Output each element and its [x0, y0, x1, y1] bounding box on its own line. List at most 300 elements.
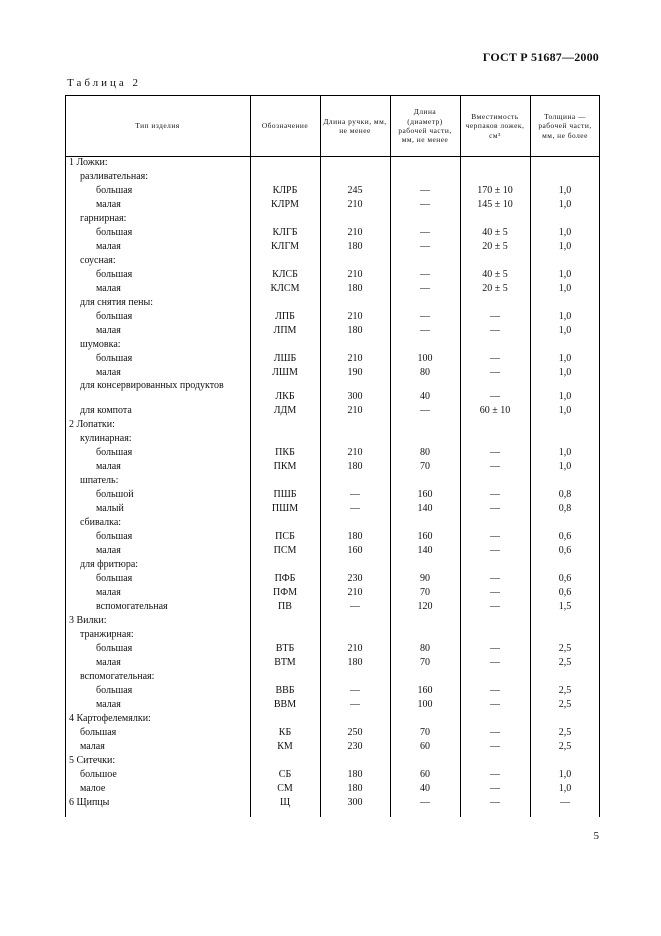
cell-item-type: большая — [96, 227, 133, 238]
cell-capacity: — — [490, 391, 500, 402]
cell-working-length: 140 — [417, 503, 433, 514]
cell-designation: ПШМ — [271, 503, 299, 514]
cell-working-length: 80 — [420, 643, 430, 654]
table-row — [65, 684, 600, 698]
cell-item-type: малая — [96, 587, 121, 598]
cell-handle-length: 180 — [347, 241, 363, 252]
cell-working-length — [390, 614, 460, 628]
cell-working-length: 160 — [417, 685, 433, 696]
cell-working-length: 80 — [420, 367, 430, 378]
table-row — [65, 474, 600, 488]
cell-capacity: — — [490, 699, 500, 710]
cell-designation: СМ — [277, 783, 293, 794]
cell-working-length — [390, 670, 460, 684]
cell-designation: СБ — [278, 769, 292, 780]
table-row — [65, 366, 600, 380]
cell-working-length — [390, 170, 460, 184]
cell-handle-length — [320, 516, 390, 530]
cell-thickness: 1,0 — [558, 367, 572, 378]
table-row — [65, 572, 600, 586]
cell-thickness: 1,0 — [558, 227, 572, 238]
cell-handle-length: 300 — [347, 391, 363, 402]
cell-thickness — [530, 212, 600, 226]
cell-thickness: 2,5 — [558, 727, 572, 738]
cell-item-type: транжирная: — [80, 629, 134, 640]
cell-capacity — [460, 212, 530, 226]
table-row — [65, 614, 600, 628]
cell-thickness: 0,6 — [558, 531, 572, 542]
cell-designation — [250, 296, 320, 310]
cell-item-type: кулинарная: — [80, 433, 132, 444]
cell-handle-length: 180 — [347, 461, 363, 472]
cell-handle-length: 245 — [347, 185, 363, 196]
cell-item-type: соусная: — [80, 255, 116, 266]
cell-thickness: 2,5 — [558, 643, 572, 654]
cell-thickness: 1,0 — [558, 461, 572, 472]
cell-working-length: 70 — [420, 461, 430, 472]
cell-designation: ЛШБ — [273, 353, 297, 364]
cell-handle-length: 210 — [347, 311, 363, 322]
cell-working-length: 60 — [420, 741, 430, 752]
cell-item-type: малая — [80, 741, 105, 752]
table-row — [65, 296, 600, 310]
table-row — [65, 740, 600, 754]
table-row — [65, 212, 600, 226]
cell-thickness: 1,0 — [558, 269, 572, 280]
cell-working-length — [390, 156, 460, 170]
cell-item-type: малая — [96, 283, 121, 294]
cell-designation — [250, 338, 320, 352]
cell-designation: ПФБ — [274, 573, 296, 584]
cell-item-type: гарнирная: — [80, 213, 127, 224]
cell-designation — [250, 628, 320, 642]
cell-thickness — [530, 558, 600, 572]
cell-capacity: — — [490, 769, 500, 780]
cell-capacity: 40 ± 5 — [482, 227, 508, 238]
cell-capacity: — — [490, 643, 500, 654]
cell-item-type: малая — [96, 199, 121, 210]
cell-working-length: — — [420, 325, 430, 336]
cell-designation — [250, 170, 320, 184]
cell-thickness: 1,5 — [558, 601, 572, 612]
cell-thickness — [530, 156, 600, 170]
cell-designation: ПКМ — [273, 461, 297, 472]
cell-thickness: — — [560, 797, 570, 808]
cell-item-type: большая — [96, 311, 133, 322]
table-row — [65, 338, 600, 352]
cell-handle-length — [320, 254, 390, 268]
table-row — [65, 754, 600, 768]
cell-working-length: 70 — [420, 657, 430, 668]
cell-thickness: 1,0 — [558, 241, 572, 252]
cell-item-type: малая — [96, 325, 121, 336]
cell-capacity: 40 ± 5 — [482, 269, 508, 280]
table-row — [65, 446, 600, 460]
cell-capacity — [460, 754, 530, 768]
cell-designation: КЛРМ — [271, 199, 299, 210]
cell-designation: КМ — [277, 741, 293, 752]
cell-thickness: 2,5 — [558, 699, 572, 710]
cell-handle-length: 210 — [347, 353, 363, 364]
table-row — [65, 516, 600, 530]
cell-thickness: 1,0 — [558, 325, 572, 336]
cell-thickness: 0,8 — [558, 489, 572, 500]
table-row — [65, 488, 600, 502]
cell-handle-length — [320, 418, 390, 432]
cell-thickness — [530, 670, 600, 684]
cell-capacity: — — [490, 353, 500, 364]
cell-working-length: 140 — [417, 545, 433, 556]
cell-handle-length: 230 — [347, 741, 363, 752]
cell-thickness — [530, 628, 600, 642]
cell-capacity — [460, 670, 530, 684]
cell-designation: ПФМ — [272, 587, 297, 598]
cell-working-length: 120 — [417, 601, 433, 612]
cell-capacity — [460, 712, 530, 726]
cell-working-length: 70 — [420, 587, 430, 598]
cell-item-type: 6 Щипцы — [69, 797, 110, 808]
cell-designation — [250, 254, 320, 268]
table-row — [65, 170, 600, 184]
cell-item-type: большая — [96, 269, 133, 280]
cell-thickness — [530, 254, 600, 268]
cell-working-length: 160 — [417, 531, 433, 542]
header-handle-length: Длина ручки, мм, не менее — [323, 116, 387, 135]
cell-handle-length: 230 — [347, 573, 363, 584]
cell-item-type: шпатель: — [80, 475, 119, 486]
cell-thickness — [530, 170, 600, 184]
cell-thickness: 2,5 — [558, 741, 572, 752]
cell-designation — [250, 156, 320, 170]
cell-working-length: 100 — [417, 353, 433, 364]
table-row — [65, 156, 600, 170]
cell-thickness: 1,0 — [558, 353, 572, 364]
cell-capacity: — — [490, 797, 500, 808]
cell-capacity: — — [490, 601, 500, 612]
table-row — [65, 460, 600, 474]
cell-capacity: 20 ± 5 — [482, 241, 508, 252]
cell-handle-length: 210 — [347, 227, 363, 238]
cell-capacity — [460, 156, 530, 170]
cell-item-type: 3 Вилки: — [69, 615, 107, 626]
cell-thickness — [530, 516, 600, 530]
cell-item-type: малый — [96, 503, 124, 514]
cell-designation: ВВБ — [275, 685, 295, 696]
cell-capacity — [460, 418, 530, 432]
cell-thickness: 1,0 — [558, 405, 572, 416]
cell-working-length — [390, 432, 460, 446]
cell-thickness — [530, 474, 600, 488]
cell-thickness — [530, 614, 600, 628]
cell-thickness: 2,5 — [558, 657, 572, 668]
cell-item-type: малая — [96, 461, 121, 472]
standard-number: ГОСТ Р 51687—2000 — [482, 50, 599, 64]
table-row — [65, 642, 600, 656]
cell-item-type: для снятия пены: — [80, 297, 154, 308]
cell-working-length — [390, 754, 460, 768]
cell-capacity: — — [490, 741, 500, 752]
cell-designation — [250, 614, 320, 628]
cell-item-type: шумовка: — [80, 339, 121, 350]
cell-capacity — [460, 432, 530, 446]
cell-designation — [250, 432, 320, 446]
cell-item-type: малая — [96, 657, 121, 668]
cell-designation: ЛШМ — [272, 367, 298, 378]
cell-capacity: — — [490, 685, 500, 696]
cell-handle-length: 190 — [347, 367, 363, 378]
cell-thickness: 1,0 — [558, 185, 572, 196]
cell-working-length — [390, 474, 460, 488]
cell-capacity: — — [490, 325, 500, 336]
cell-designation: ПКБ — [275, 447, 295, 458]
cell-handle-length: 180 — [347, 769, 363, 780]
cell-handle-length — [320, 670, 390, 684]
cell-thickness: 2,5 — [558, 685, 572, 696]
cell-working-length: — — [420, 405, 430, 416]
cell-item-type: большая — [80, 727, 117, 738]
cell-handle-length: 210 — [347, 447, 363, 458]
cell-handle-length: 210 — [347, 643, 363, 654]
header-thickness: Толщина — рабочей части, мм, не более — [538, 111, 592, 140]
cell-item-type: 1 Ложки: — [69, 157, 108, 168]
cell-designation — [250, 474, 320, 488]
cell-thickness: 1,0 — [558, 769, 572, 780]
cell-handle-length — [320, 628, 390, 642]
cell-item-type: для компота — [80, 405, 132, 416]
table-row — [65, 670, 600, 684]
cell-handle-length: 210 — [347, 405, 363, 416]
cell-thickness: 1,0 — [558, 283, 572, 294]
table-row — [65, 254, 600, 268]
cell-designation: ЛКБ — [275, 391, 295, 402]
cell-capacity: — — [490, 311, 500, 322]
cell-working-length: 100 — [417, 699, 433, 710]
table-row — [65, 698, 600, 712]
cell-thickness: 1,0 — [558, 391, 572, 402]
header-designation: Обозначение — [261, 121, 309, 131]
cell-capacity: 20 ± 5 — [482, 283, 508, 294]
cell-thickness: 1,0 — [558, 783, 572, 794]
cell-handle-length — [320, 212, 390, 226]
cell-designation: КЛСБ — [272, 269, 298, 280]
cell-item-type: большая — [96, 685, 133, 696]
cell-working-length: 80 — [420, 447, 430, 458]
cell-item-type: для фритюра: — [80, 559, 139, 570]
cell-item-type: 4 Картофелемялки: — [69, 713, 151, 724]
cell-handle-length: — — [350, 503, 360, 514]
cell-designation: ПСБ — [275, 531, 295, 542]
table-row — [65, 226, 600, 240]
page-number: 5 — [593, 830, 599, 842]
cell-designation: Щ — [279, 797, 291, 808]
header-working-length: Длина (диаметр) рабочей части, мм, не менее — [398, 107, 452, 145]
cell-thickness: 0,6 — [558, 587, 572, 598]
cell-designation: ВТБ — [275, 643, 295, 654]
cell-handle-length: 180 — [347, 531, 363, 542]
cell-working-length: 90 — [420, 573, 430, 584]
cell-item-type: большое — [80, 769, 117, 780]
cell-working-length: 40 — [420, 391, 430, 402]
specification-table — [65, 95, 600, 817]
cell-item-type: для консервированных продуктов — [80, 380, 224, 391]
cell-capacity: — — [490, 531, 500, 542]
cell-item-type: 5 Ситечки: — [69, 755, 116, 766]
table-row — [65, 240, 600, 254]
cell-capacity: — — [490, 727, 500, 738]
cell-working-length: — — [420, 199, 430, 210]
cell-capacity — [460, 516, 530, 530]
cell-capacity — [460, 338, 530, 352]
table-row — [65, 380, 600, 404]
cell-handle-length: 210 — [347, 587, 363, 598]
cell-working-length — [390, 418, 460, 432]
table-row — [65, 184, 600, 198]
cell-working-length: — — [420, 311, 430, 322]
cell-designation: ЛПБ — [275, 311, 295, 322]
cell-capacity: — — [490, 367, 500, 378]
table-row — [65, 796, 600, 810]
table-row — [65, 352, 600, 366]
cell-handle-length — [320, 432, 390, 446]
cell-item-type: малая — [96, 367, 121, 378]
cell-designation — [250, 558, 320, 572]
cell-item-type: сбивалка: — [80, 517, 122, 528]
cell-item-type: разливательная: — [80, 171, 149, 182]
cell-designation — [250, 754, 320, 768]
cell-capacity: 60 ± 10 — [479, 405, 511, 416]
cell-capacity — [460, 628, 530, 642]
cell-item-type: большая — [96, 531, 133, 542]
table-row — [65, 530, 600, 544]
cell-working-length: 70 — [420, 727, 430, 738]
cell-working-length — [390, 296, 460, 310]
table-row — [65, 198, 600, 212]
cell-item-type: большая — [96, 185, 133, 196]
cell-handle-length — [320, 614, 390, 628]
cell-capacity — [460, 474, 530, 488]
cell-handle-length — [320, 296, 390, 310]
cell-capacity: — — [490, 587, 500, 598]
cell-designation — [250, 516, 320, 530]
cell-working-length — [390, 212, 460, 226]
cell-working-length: — — [420, 241, 430, 252]
cell-handle-length: 180 — [347, 283, 363, 294]
cell-working-length: 160 — [417, 489, 433, 500]
table-row — [65, 726, 600, 740]
cell-working-length — [390, 254, 460, 268]
cell-item-type: большой — [96, 489, 134, 500]
cell-working-length — [390, 558, 460, 572]
cell-working-length — [390, 712, 460, 726]
cell-designation: ВВМ — [273, 699, 297, 710]
cell-designation: ЛПМ — [273, 325, 297, 336]
cell-designation: ПВ — [278, 601, 292, 612]
cell-working-length: — — [420, 283, 430, 294]
cell-handle-length — [320, 754, 390, 768]
cell-handle-length: 160 — [347, 545, 363, 556]
cell-designation: КЛГБ — [272, 227, 298, 238]
cell-working-length — [390, 628, 460, 642]
cell-working-length: — — [420, 269, 430, 280]
cell-item-type: малая — [96, 699, 121, 710]
cell-capacity: — — [490, 545, 500, 556]
cell-capacity: 170 ± 10 — [477, 185, 513, 196]
cell-item-type: 2 Лопатки: — [69, 419, 115, 430]
table-row — [65, 502, 600, 516]
cell-designation: ПШБ — [273, 489, 297, 500]
table-row — [65, 600, 600, 614]
table-header — [65, 95, 600, 157]
cell-working-length — [390, 516, 460, 530]
cell-handle-length — [320, 558, 390, 572]
cell-capacity — [460, 254, 530, 268]
cell-designation — [250, 670, 320, 684]
table-row — [65, 628, 600, 642]
table-row — [65, 656, 600, 670]
cell-capacity — [460, 614, 530, 628]
cell-handle-length: 210 — [347, 269, 363, 280]
table-row — [65, 282, 600, 296]
cell-capacity: — — [490, 657, 500, 668]
cell-thickness — [530, 338, 600, 352]
cell-handle-length: 210 — [347, 199, 363, 210]
cell-handle-length: 180 — [347, 657, 363, 668]
table-row — [65, 558, 600, 572]
cell-thickness: 1,0 — [558, 447, 572, 458]
cell-handle-length — [320, 712, 390, 726]
cell-item-type: вспомогательная — [96, 601, 168, 612]
cell-handle-length — [320, 338, 390, 352]
cell-thickness — [530, 754, 600, 768]
cell-working-length: — — [420, 227, 430, 238]
cell-designation: КЛГМ — [271, 241, 299, 252]
cell-thickness — [530, 432, 600, 446]
table-row — [65, 712, 600, 726]
cell-thickness: 1,0 — [558, 311, 572, 322]
cell-handle-length: 300 — [347, 797, 363, 808]
cell-thickness: 0,6 — [558, 573, 572, 584]
cell-designation — [250, 212, 320, 226]
table-row — [65, 404, 600, 418]
cell-handle-length — [320, 170, 390, 184]
cell-designation — [250, 418, 320, 432]
cell-item-type: большая — [96, 447, 133, 458]
table-row — [65, 586, 600, 600]
cell-working-length: — — [420, 185, 430, 196]
cell-item-type: большая — [96, 353, 133, 364]
table-row — [65, 544, 600, 558]
cell-capacity — [460, 296, 530, 310]
cell-capacity: — — [490, 447, 500, 458]
cell-handle-length: 180 — [347, 325, 363, 336]
table-row — [65, 310, 600, 324]
cell-capacity — [460, 558, 530, 572]
cell-capacity: 145 ± 10 — [477, 199, 513, 210]
cell-thickness: 0,8 — [558, 503, 572, 514]
cell-thickness: 0,6 — [558, 545, 572, 556]
cell-handle-length: — — [350, 699, 360, 710]
table-caption: Таблица 2 — [67, 77, 142, 89]
cell-working-length: 60 — [420, 769, 430, 780]
cell-working-length: — — [420, 797, 430, 808]
cell-handle-length: 180 — [347, 783, 363, 794]
cell-designation: ЛДМ — [273, 405, 297, 416]
table-row — [65, 418, 600, 432]
cell-thickness — [530, 296, 600, 310]
cell-handle-length — [320, 474, 390, 488]
cell-designation: КЛСМ — [270, 283, 300, 294]
cell-capacity: — — [490, 489, 500, 500]
